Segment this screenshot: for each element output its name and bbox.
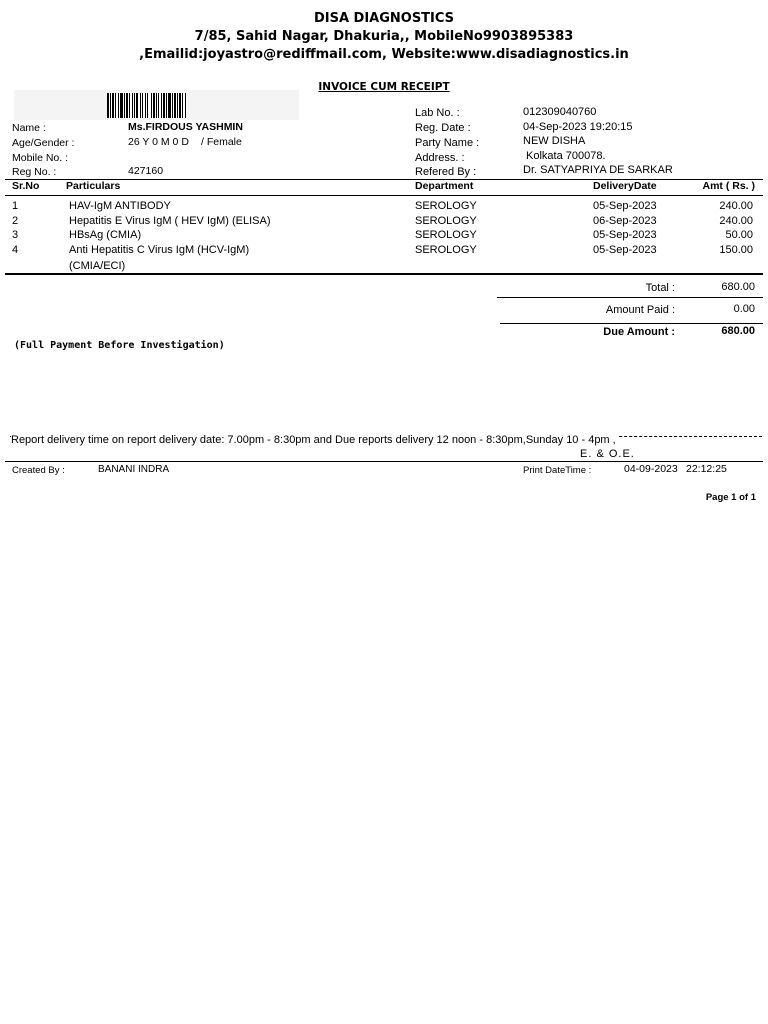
row-department: SEROLOGY	[415, 244, 477, 256]
col-header-amount: Amt ( Rs. )	[702, 180, 755, 192]
row-department: SEROLOGY	[415, 229, 477, 241]
row-sr: 2	[12, 215, 19, 227]
row-amount: 50.00	[725, 229, 753, 241]
payment-note: (Full Payment Before Investigation)	[14, 340, 225, 351]
print-time-value: 22:12:25	[686, 463, 727, 475]
delivery-note: Report delivery time on report delivery date: 7.00pm - 8:30pm and Due reports delivery 12 noon - 8:30pm,Sunday 10 - 4pm ,	[11, 434, 616, 446]
row-department: SEROLOGY	[415, 215, 477, 227]
lab-no-value: 012309040760	[523, 106, 597, 118]
document-title: INVOICE CUM RECEIPT	[318, 81, 450, 93]
row-delivery: 06-Sep-2023	[593, 215, 657, 227]
amount-paid-label: Amount Paid :	[605, 304, 675, 316]
address-label: Address. :	[415, 152, 465, 164]
patient-age: 26 Y 0 M 0 D	[128, 136, 189, 148]
lab-contact: ,Emailid:joyastro@rediffmail.com, Website:www.disadiagnostics.in	[139, 47, 629, 62]
mobile-label: Mobile No. :	[12, 152, 69, 164]
reg-no-value: 427160	[128, 165, 164, 177]
age-label: Age/Gender :	[12, 137, 75, 149]
lab-name: DISA DIAGNOSTICS	[313, 11, 455, 26]
row-amount: 240.00	[719, 200, 753, 212]
created-by-value: BANANI INDRA	[98, 464, 170, 475]
due-amount-label: Due Amount :	[603, 326, 675, 338]
due-top-rule	[500, 323, 763, 324]
address-value: Kolkata 700078.	[526, 150, 606, 162]
total-label: Total :	[645, 282, 675, 294]
table-header-rule	[5, 195, 763, 196]
row-particulars: HAV-IgM ANTIBODY	[69, 200, 171, 212]
col-header-department: Department	[415, 180, 474, 192]
col-header-particulars: Particulars	[66, 180, 121, 192]
patient-name: Ms.FIRDOUS YASHMIN	[128, 121, 243, 133]
referred-by-value: Dr. SATYAPRIYA DE SARKAR	[523, 164, 673, 176]
print-date-value: 04-09-2023	[624, 463, 678, 475]
reg-date-value: 04-Sep-2023 19:20:15	[523, 121, 633, 133]
row-sr: 3	[12, 229, 19, 241]
party-name-value: NEW DISHA	[523, 135, 586, 147]
lab-no-label: Lab No. :	[415, 107, 460, 119]
row-amount: 240.00	[719, 215, 753, 227]
table-bottom-rule	[5, 273, 763, 275]
print-datetime-label: Print DateTime :	[523, 465, 592, 476]
row-sr: 1	[12, 200, 19, 212]
page-number: Page 1 of 1	[705, 492, 756, 503]
referred-by-label: Refered By :	[415, 166, 477, 178]
lab-address: 7/85, Sahid Nagar, Dhakuria,, MobileNo9903895383	[194, 29, 574, 44]
total-top-rule	[497, 297, 763, 298]
eoe-text: E. & O.E.	[580, 448, 635, 460]
row-particulars: Anti Hepatitis C Virus IgM (HCV-IgM)	[69, 244, 250, 256]
row-department: SEROLOGY	[415, 200, 477, 212]
footer-rule	[5, 461, 763, 462]
row-delivery: 05-Sep-2023	[593, 229, 657, 241]
row-delivery: 05-Sep-2023	[593, 244, 657, 256]
created-by-label: Created By :	[12, 465, 65, 476]
row-delivery: 05-Sep-2023	[593, 200, 657, 212]
row-amount: 150.00	[719, 244, 753, 256]
patient-gender: / Female	[201, 136, 242, 148]
total-value: 680.00	[721, 281, 755, 293]
reg-no-label: Reg No. :	[12, 166, 57, 178]
party-name-label: Party Name :	[415, 137, 480, 149]
row-sr: 4	[12, 244, 19, 256]
col-header-delivery: DeliveryDate	[593, 180, 657, 192]
name-label: Name :	[12, 122, 46, 134]
reg-date-label: Reg. Date :	[415, 122, 471, 134]
row-particulars-continued: (CMIA/ECI)	[69, 260, 126, 272]
row-particulars: Hepatitis E Virus IgM ( HEV IgM) (ELISA)	[69, 215, 271, 227]
due-amount-value: 680.00	[721, 325, 755, 337]
amount-paid-value: 0.00	[733, 303, 755, 315]
barcode-image	[107, 93, 187, 118]
col-header-sr: Sr.No	[12, 180, 40, 192]
row-particulars: HBsAg (CMIA)	[69, 229, 142, 241]
